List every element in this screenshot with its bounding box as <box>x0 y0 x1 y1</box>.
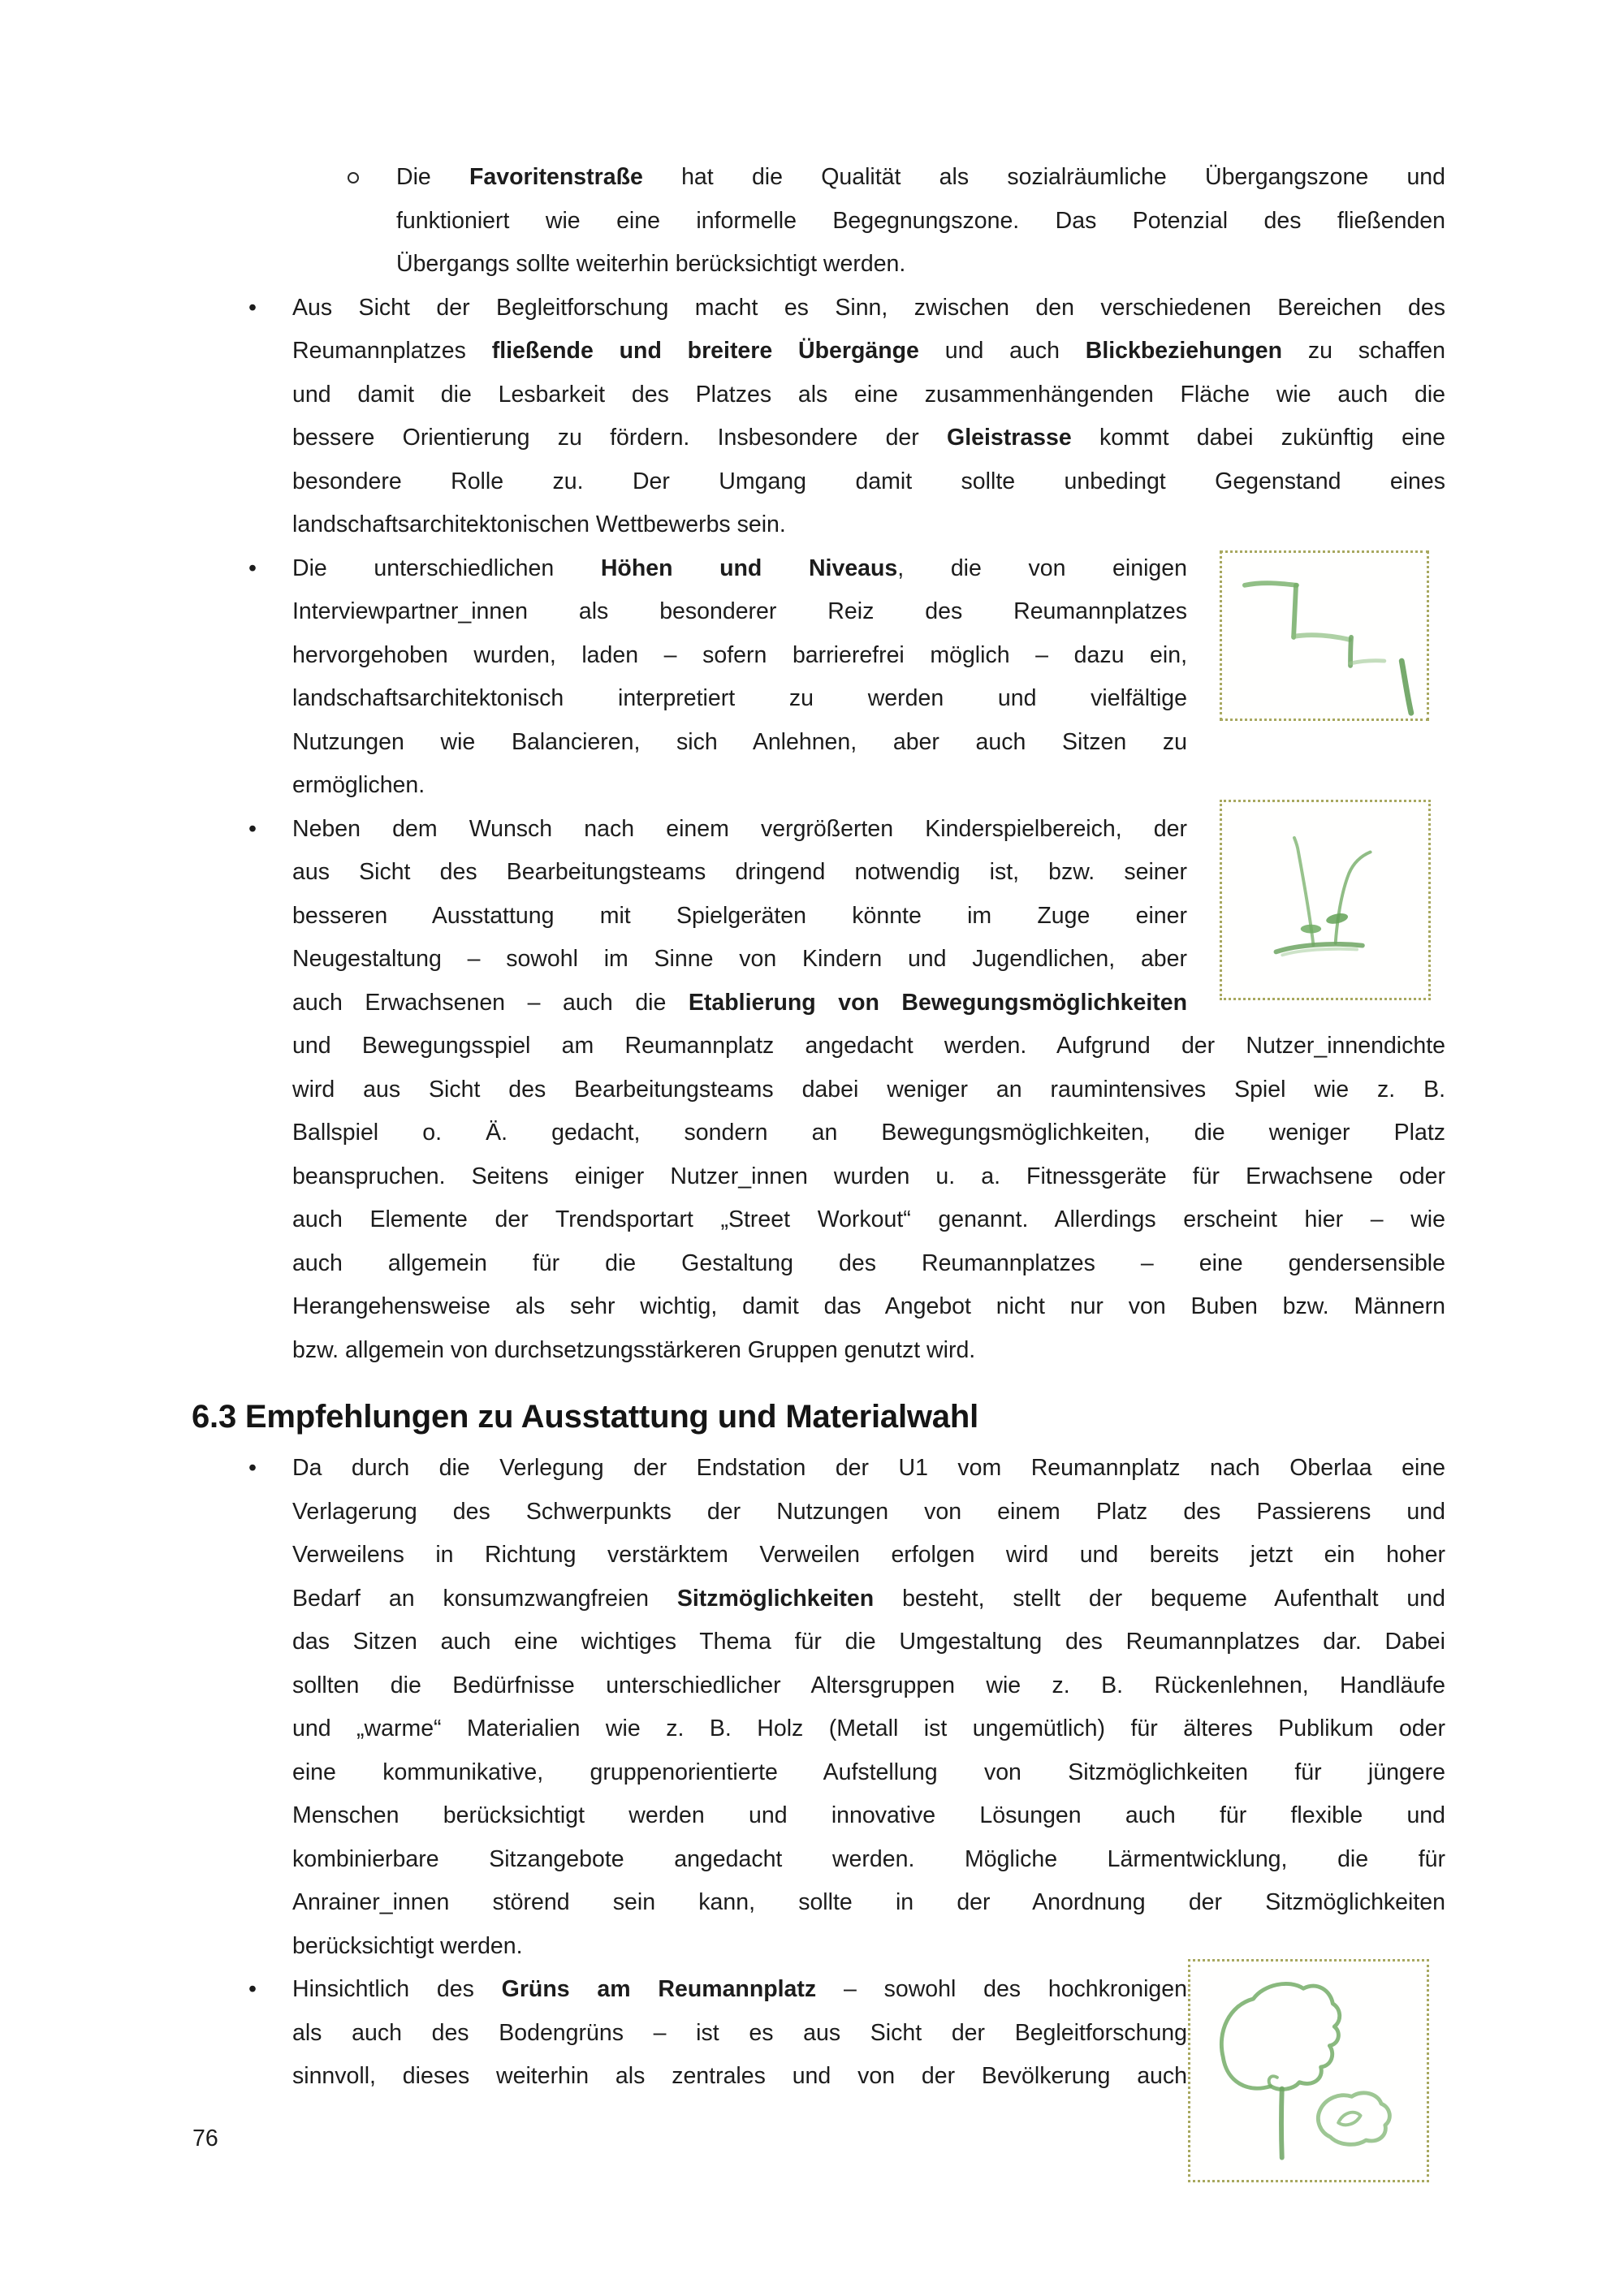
bullet-paragraph-seating <box>248 1447 1445 1968</box>
text-line: und damit die Lesbarkeit des Platzes als eine zusammenhängenden Fläche wie auch die <box>292 381 1445 408</box>
text-line: • Hinsichtlich des Grüns am Reumannplatz – sowohl des hochkronigen <box>292 1968 1187 2012</box>
text-line: wird aus Sicht des Bearbeitungsteams dabei weniger an raumintensives Spiel wie z. B. <box>292 1076 1445 1103</box>
text-line: Anrainer_innen störend sein kann, sollte in der Anordnung der Sitzmöglichkeiten <box>292 1889 1445 1915</box>
text-line: Menschen berücksichtigt werden und innovative Lösungen auch für flexible und <box>292 1802 1445 1828</box>
text-line: Verweilens in Richtung verstärktem Verweilen erfolgen wird und bereits jetzt ein hoher <box>292 1542 1445 1568</box>
text-line: berücksichtigt werden. <box>292 1932 523 1959</box>
text-line: kombinierbare Sitzangebote angedacht werden. Mögliche Lärmentwicklung, die für <box>292 1845 1445 1872</box>
text-line: Übergangs sollte weiterhin berücksichtigt werden. <box>396 251 906 277</box>
text-line: Herangehensweise als sehr wichtig, damit das Angebot nicht nur von Buben bzw. Männern <box>292 1293 1445 1319</box>
text-line: Verlagerung des Schwerpunkts der Nutzungen von einem Platz des Passierens und <box>292 1498 1445 1525</box>
seedling-sketch-icon <box>1222 802 1428 998</box>
text-line: landschaftsarchitektonischen Wettbewerbs sein. <box>292 511 786 537</box>
text-line: Bedarf an konsumzwangfreien Sitzmöglichkeiten besteht, stellt der bequeme Aufenthalt und <box>292 1585 1445 1612</box>
text-line: bzw. allgemein von durchsetzungsstärkeren Gruppen genutzt wird. <box>292 1336 976 1363</box>
page-number: 76 <box>192 2126 218 2151</box>
text-line: eine kommunikative, gruppenorientierte Aufstellung von Sitzmöglichkeiten für jüngere <box>292 1759 1445 1785</box>
text-line: auch allgemein für die Gestaltung des Reumannplatzes – eine gendersensible <box>292 1249 1445 1276</box>
bullet-paragraph-transitions <box>248 287 1446 547</box>
text-line: besondere Rolle zu. Der Umgang damit sollte unbedingt Gegenstand eines <box>292 468 1445 494</box>
sketch-box-tree <box>1188 1959 1429 2182</box>
text-line: bessere Orientierung zu fördern. Insbesondere der Gleistrasse kommt dabei zukünftig eine <box>292 425 1445 451</box>
text-line: hervorgehoben wurden, laden – sofern barrierefrei möglich – dazu ein, <box>292 641 1187 668</box>
leaf-left <box>1301 925 1321 934</box>
bullet-dot-marker: • <box>248 1976 257 2002</box>
sketch-box-stairs <box>1220 550 1429 721</box>
text-line: • Da durch die Verlegung der Endstation der U1 vom Reumannplatz nach Oberlaa eine <box>292 1447 1445 1491</box>
text-line: • Aus Sicht der Begleitforschung macht es Sinn, zwischen den verschiedenen Bereichen des <box>292 287 1445 330</box>
bullet-dot-marker: • <box>248 815 257 842</box>
bullet-dot-marker: • <box>248 294 257 321</box>
text-line: das Sitzen auch eine wichtiges Thema für die Umgestaltung des Reumannplatzes dar. Dabei <box>292 1629 1445 1655</box>
text-line: landschaftsarchitektonisch interpretiert zu werden und vielfältige <box>292 685 1187 711</box>
stairs-sketch-icon <box>1222 553 1427 719</box>
text-line: Ballspiel o. Ä. gedacht, sondern an Bewegungsmöglichkeiten, die weniger Platz <box>292 1120 1445 1146</box>
text-line: besseren Ausstattung mit Spielgeräten könnte im Zuge einer <box>292 902 1187 929</box>
text-line: beanspruchen. Seitens einiger Nutzer_innen wurden u. a. Fitnessgeräte für Erwachsene oder <box>292 1163 1445 1189</box>
text-line: auch Erwachsenen – auch die Etablierung von Bewegungsmöglichkeiten <box>292 989 1187 1016</box>
text-line: Nutzungen wie Balancieren, sich Anlehnen, aber auch Sitzen zu <box>292 728 1187 755</box>
text-line: • Die unterschiedlichen Höhen und Niveaus, die von einigen <box>292 547 1187 591</box>
text-line: als auch des Bodengrüns – ist es aus Sicht der Begleitforschung <box>292 2019 1187 2046</box>
bullet-dot-marker: • <box>248 1455 257 1481</box>
text-line: auch Elemente der Trendsportart „Street Workout“ genannt. Allerdings erscheint hier – wie <box>292 1206 1445 1232</box>
text-line: sollten die Bedürfnisse unterschiedlicher Altersgruppen wie z. B. Rückenlehnen, Handläufe <box>292 1672 1445 1698</box>
text-line: ermöglichen. <box>292 772 425 798</box>
sub-bullet-marker <box>348 172 359 183</box>
text-line: aus Sicht des Bearbeitungsteams dringend notwendig ist, bzw. seiner <box>292 859 1187 885</box>
text-column-upper <box>248 156 1446 1372</box>
text-line: und Bewegungsspiel am Reumannplatz angedacht werden. Aufgrund der Nutzer_innendichte <box>292 1033 1445 1059</box>
sketch-box-seedling <box>1220 800 1431 1000</box>
text-line: funktioniert wie eine informelle Begegnungszone. Das Potenzial des fließenden <box>396 207 1445 234</box>
text-line: sinnvoll, dieses weiterhin als zentrales und von der Bevölkerung auch <box>292 2063 1187 2089</box>
tree-and-bush-sketch-icon <box>1190 1962 1427 2180</box>
bullet-dot-marker: • <box>248 555 257 581</box>
text-line: Reumannplatzes fließende und breitere Übergänge und auch Blickbeziehungen zu schaffen <box>292 338 1446 364</box>
text-line: Interviewpartner_innen als besonderer Reiz des Reumannplatzes <box>292 598 1187 624</box>
sub-bullet-paragraph <box>292 156 1445 287</box>
text-line: Die Favoritenstraße hat die Qualität als sozialräumliche Übergangszone und <box>396 156 1445 200</box>
text-line: • Neben dem Wunsch nach einem vergrößerten Kinderspielbereich, der <box>292 808 1187 852</box>
text-line: und „warme“ Materialien wie z. B. Holz (Metall ist ungemütlich) für älteres Publikum oder <box>292 1716 1445 1741</box>
text-line: Neugestaltung – sowohl im Sinne von Kindern und Jugendlichen, aber <box>292 946 1187 972</box>
section-heading: 6.3 Empfehlungen zu Ausstattung und Materialwahl <box>192 1399 978 1435</box>
